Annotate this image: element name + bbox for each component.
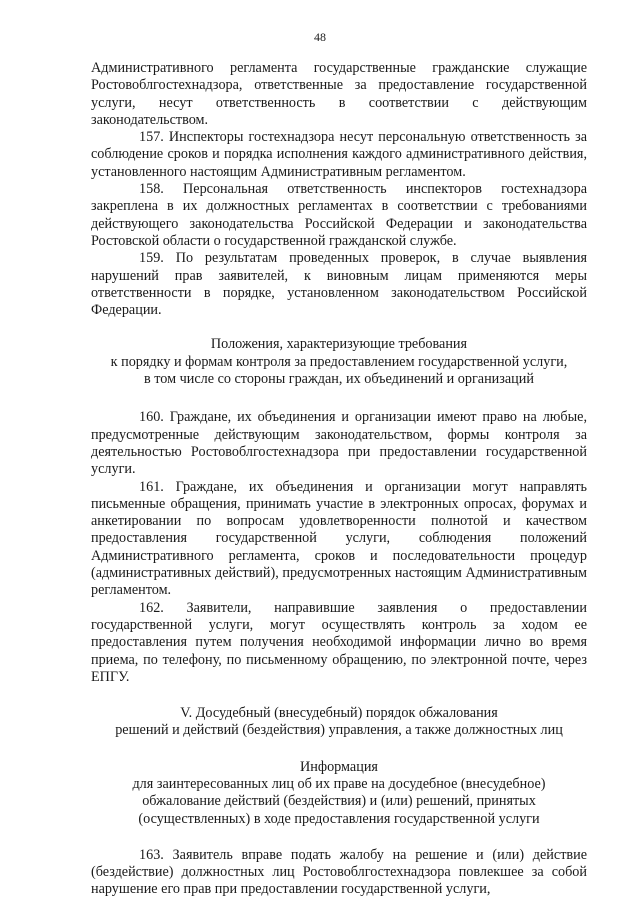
paragraph-158: 158. Персональная ответственность инспекторов гостехнадзора закреплена в их должностных регламентах в соответствии с требованиями действующего законодательства Российской Федерации и законодательства Ростовской области о государственной гражданской службе. xyxy=(91,181,587,249)
page-number: 48 xyxy=(314,30,326,44)
paragraph-159: 159. По результатам проведенных проверок, в случае выявления нарушений прав заявителей, к виновным лицам применяются меры ответственности в порядке, установленном законодательством Российской Федерации. xyxy=(91,250,587,319)
heading-line: Информация xyxy=(300,758,378,775)
heading-line: решений и действий (бездействия) управления, а также должностных лиц xyxy=(115,722,563,739)
heading-line: в том числе со стороны граждан, их объединений и организаций xyxy=(144,371,534,388)
heading-line: Положения, характеризующие требования xyxy=(210,336,468,353)
heading-line: V. Досудебный (внесудебный) порядок обжалования xyxy=(180,705,498,722)
paragraph-157: 157. Инспекторы гостехнадзора несут персональную ответственность за соблюдение сроков и порядка исполнения каждого административного действия, установленного настоящим Административным регламентом. xyxy=(91,129,587,180)
heading-line: (осуществленных) в ходе предоставления государственной услуги xyxy=(138,810,540,827)
paragraph-160: 160. Граждане, их объединения и организации имеют право на любые, предусмотренные действующим законодательством, формы контроля за деятельностью Ростовоблгостехнадзора при предоставлении государственной услуги. xyxy=(91,409,587,478)
section-heading-control xyxy=(91,336,587,388)
heading-line: обжалование действий (бездействия) и (или) решений, принятых xyxy=(142,793,536,810)
paragraph-162: 162. Заявители, направившие заявления о предоставлении государственной услуги, могут осуществлять контроль за ходом ее предоставления путем получения необходимой информации лично во время приема, по телефону, по письменному обращению, по электронной почте, через ЕПГУ. xyxy=(91,599,587,685)
paragraph-continuation: Административного регламента государственные гражданские служащие Ростовоблгостехнадзора, ответственные за предоставление государственной услуги, несут ответственность в соответствии с действующим законодательством. xyxy=(91,60,587,128)
paragraph-161: 161. Граждане, их объединения и организации могут направлять письменные обращения, принимать участие в электронных опросах, форумах и анкетировании по вопросам удовлетворенности полнотой и качеством предоставления государственной услуги, соблюдения положений Административного регламента, сроков и последовательности процедур (административных действий), предусмотренных настоящим Административным регламентом. xyxy=(91,478,587,599)
paragraph-163: 163. Заявитель вправе подать жалобу на решение и (или) действие (бездействие) должностных лиц Ростовоблгостехнадзора повлекшее за собой нарушение его прав при предоставлении государственной услуги, xyxy=(91,846,587,898)
document-body xyxy=(91,60,587,899)
section-heading-appeal xyxy=(91,705,587,740)
heading-line: для заинтересованных лиц об их праве на досудебное (внесудебное) xyxy=(132,775,546,792)
heading-line: к порядку и формам контроля за предоставлением государственной услуги, xyxy=(110,353,568,370)
section-heading-information xyxy=(91,759,587,828)
